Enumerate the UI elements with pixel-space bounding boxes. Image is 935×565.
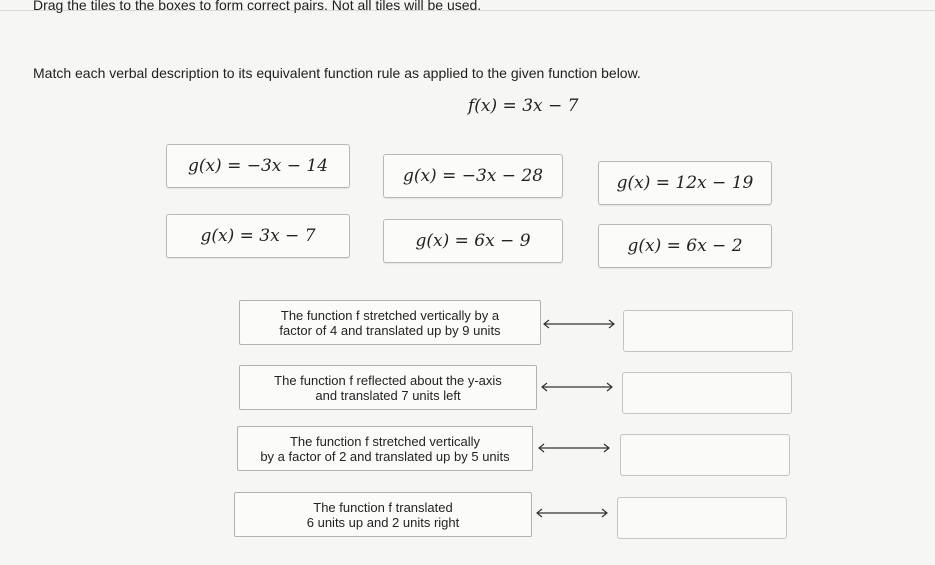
description-stretch-4-up-9	[239, 300, 541, 345]
tile-g-neg3x-minus-14[interactable]: g(x) = −3x − 14	[166, 144, 350, 188]
tile-g-neg3x-minus-28[interactable]: g(x) = −3x − 28	[383, 154, 563, 198]
tile-g-6x-minus-9[interactable]: g(x) = 6x − 9	[383, 219, 563, 263]
given-function: f(x) = 3x − 7	[468, 96, 579, 116]
drop-box-2[interactable]	[622, 372, 792, 414]
description-line: by a factor of 2 and translated up by 5 units	[260, 448, 510, 464]
description-stretch-2-up-5	[237, 426, 533, 471]
drop-box-4[interactable]	[617, 497, 787, 539]
description-line: The function f stretched vertically	[289, 433, 480, 449]
double-arrow-icon	[542, 318, 616, 330]
description-line: The function f translated	[313, 499, 453, 515]
description-reflect-y-left-7	[239, 365, 537, 410]
tile-g-12x-minus-19[interactable]: g(x) = 12x − 19	[598, 161, 772, 205]
description-line: factor of 4 and translated up by 9 units	[279, 322, 501, 338]
description-line: The function f stretched vertically by a	[280, 307, 500, 323]
description-line: and translated 7 units left	[315, 387, 461, 403]
description-line: The function f reflected about the y-axis	[274, 372, 502, 388]
double-arrow-icon	[540, 381, 614, 393]
description-line: 6 units up and 2 units right	[306, 514, 460, 530]
tile-g-6x-minus-2[interactable]: g(x) = 6x − 2	[598, 224, 772, 268]
double-arrow-icon	[537, 442, 611, 454]
drop-box-1[interactable]	[623, 310, 793, 352]
drop-box-3[interactable]	[620, 434, 790, 476]
drag-instruction: Drag the tiles to the boxes to form correct pairs. Not all tiles will be used.	[33, 0, 482, 13]
tile-g-3x-minus-7[interactable]: g(x) = 3x − 7	[166, 214, 350, 258]
double-arrow-icon	[535, 507, 609, 519]
description-up-6-right-2	[234, 492, 532, 537]
match-instruction: Match each verbal description to its equivalent function rule as applied to the given function below.	[33, 65, 641, 81]
